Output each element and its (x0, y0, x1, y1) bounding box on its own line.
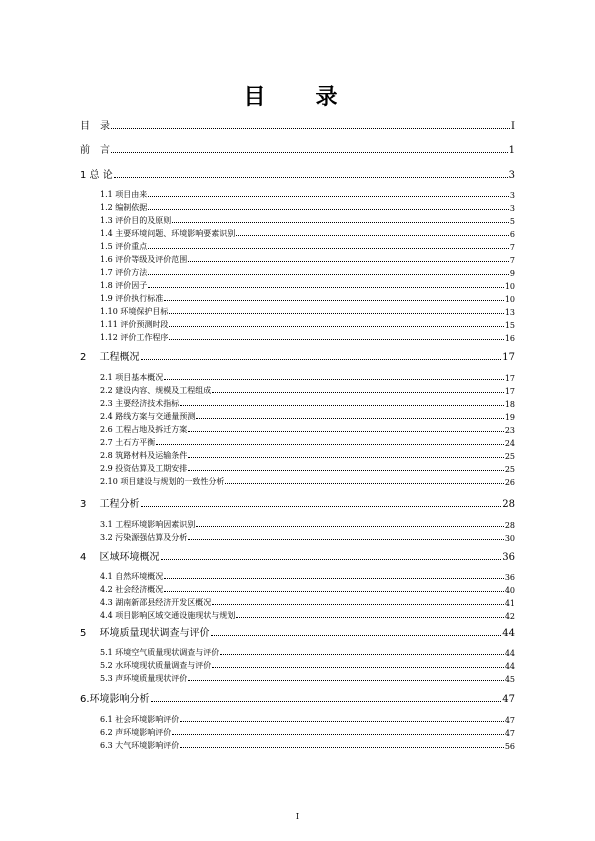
toc-entry-page: 17 (504, 374, 515, 383)
toc-entry-page: 3 (509, 204, 515, 213)
toc-leader-dots (148, 286, 504, 288)
toc-entry-page: 16 (504, 334, 515, 343)
toc-entry-label: 3.2 污染源强估算及分析 (100, 533, 188, 542)
toc-leader-dots (169, 312, 503, 314)
toc-leader-dots (188, 430, 504, 432)
toc-entry-page: 44 (504, 662, 515, 671)
toc-section-entry[interactable] (80, 306, 515, 317)
toc-entry-page: 7 (509, 256, 515, 265)
toc-section-entry[interactable] (80, 437, 515, 448)
toc-entry-label: 2.8 筑路材料及运输条件 (100, 451, 188, 460)
toc-section-entry[interactable] (80, 241, 515, 252)
toc-leader-dots (236, 616, 504, 618)
toc-leader-dots (188, 679, 504, 681)
toc-entry-label: 5.2 水环境现状质量调查与评价 (100, 661, 212, 670)
toc-leader-dots (188, 456, 504, 458)
toc-chapter-entry[interactable] (80, 349, 515, 363)
toc-leader-dots (188, 260, 509, 262)
toc-leader-dots (236, 234, 509, 236)
toc-section-entry[interactable] (80, 647, 515, 658)
toc-entry-page: 24 (504, 439, 515, 448)
toc-entry-label: 1.10 环境保护目标 (100, 307, 169, 316)
toc-section-entry[interactable] (80, 332, 515, 343)
toc-entry-page: 47 (502, 694, 515, 705)
toc-section-entry[interactable] (80, 293, 515, 304)
toc-entry-label: 2.9 投资估算及工期安排 (100, 464, 188, 473)
toc-entry-label: 5.3 声环境质量现状评价 (100, 674, 188, 683)
toc-entry-page: 1 (508, 145, 515, 156)
toc-entry-label: 1.2 编制依据 (100, 203, 148, 212)
toc-section-entry[interactable] (80, 660, 515, 671)
toc-leader-dots (164, 299, 504, 301)
toc-entry-label: 4.2 社会经济概况 (100, 585, 164, 594)
toc-leader-dots (180, 404, 504, 406)
toc-leader-dots (172, 733, 504, 735)
toc-leader-dots (220, 653, 504, 655)
toc-section-entry[interactable] (80, 215, 515, 226)
toc-entry-label: 1.11 评价预测时段 (100, 320, 169, 329)
toc-section-entry[interactable] (80, 532, 515, 543)
toc-section-entry[interactable] (80, 727, 515, 738)
toc-section-entry[interactable] (80, 189, 515, 200)
toc-section-entry[interactable] (80, 398, 515, 409)
toc-section-entry[interactable] (80, 385, 515, 396)
toc-entry-page: 9 (509, 269, 515, 278)
toc-chapter-entry[interactable] (80, 625, 515, 639)
toc-entry-label: 2.1 项目基本概况 (100, 373, 164, 382)
toc-leader-dots (212, 666, 504, 668)
toc-entry-page: 44 (502, 628, 515, 639)
toc-chapter-entry[interactable] (80, 142, 515, 156)
toc-section-entry[interactable] (80, 254, 515, 265)
toc-entry-label: 1.5 评价重点 (100, 242, 148, 251)
toc-entry-label: 1.7 评价方法 (100, 268, 148, 277)
toc-entry-page: 6 (509, 230, 515, 239)
toc-leader-dots (164, 590, 504, 592)
toc-leader-dots (180, 720, 504, 722)
toc-entry-label: 1.1 项目由来 (100, 190, 148, 199)
toc-entry-page: 28 (504, 521, 515, 530)
toc-section-entry[interactable] (80, 280, 515, 291)
toc-entry-label: 2.4 路线方案与交通量预测 (100, 412, 196, 421)
toc-leader-dots (141, 505, 502, 507)
toc-entry-page: 13 (504, 308, 515, 317)
toc-leader-dots (164, 378, 504, 380)
toc-leader-dots (111, 151, 508, 153)
toc-section-entry[interactable] (80, 463, 515, 474)
toc-leader-dots (114, 176, 508, 178)
toc-entry-label: 6.环境影响分析 (80, 694, 150, 705)
toc-entry-label: 1.3 评价目的及原则 (100, 216, 172, 225)
toc-section-entry[interactable] (80, 714, 515, 725)
toc-chapter-entry[interactable] (80, 496, 515, 510)
toc-entry-label: 2.2 建设内容、规模及工程组成 (100, 386, 212, 395)
toc-entry-label: 1.8 评价因子 (100, 281, 148, 290)
toc-entry-page: 10 (504, 282, 515, 291)
toc-entry-label: 6.2 声环境影响评价 (100, 728, 172, 737)
toc-section-entry[interactable] (80, 476, 515, 487)
toc-leader-dots (172, 221, 509, 223)
toc-entry-page: 47 (504, 716, 515, 725)
toc-entry-label: 4.4 项目影响区域交通设施现状与规划 (100, 611, 236, 620)
toc-entry-label: 6.3 大气环境影响评价 (100, 741, 180, 750)
toc-entry-page: 15 (504, 321, 515, 330)
toc-entry-label: 4.3 湖南新邵县经济开发区概况 (100, 598, 212, 607)
toc-section-entry[interactable] (80, 597, 515, 608)
toc-entry-page: 30 (504, 534, 515, 543)
toc-leader-dots (188, 538, 504, 540)
toc-entry-label: 2.6 工程占地及拆迁方案 (100, 425, 188, 434)
toc-entry-page: 10 (504, 295, 515, 304)
toc-entry-label: 6.1 社会环境影响评价 (100, 715, 180, 724)
toc-section-entry[interactable] (80, 372, 515, 383)
toc-entry-label: 2.7 土石方平衡 (100, 438, 156, 447)
footer-page-number: I (295, 812, 300, 821)
toc-section-entry[interactable] (80, 411, 515, 422)
toc-entry-label: 4.1 自然环境概况 (100, 572, 164, 581)
toc-entry-page: 23 (504, 426, 515, 435)
toc-entry-page: 56 (504, 742, 515, 751)
toc-leader-dots (211, 634, 502, 636)
toc-section-entry[interactable] (80, 571, 515, 582)
toc-entry-page: 40 (504, 586, 515, 595)
toc-entry-page: 41 (504, 599, 515, 608)
toc-entry-label: 5 环境质量现状调查与评价 (80, 628, 210, 639)
toc-leader-dots (111, 127, 510, 129)
toc-leader-dots (196, 525, 504, 527)
toc-chapter-entry[interactable] (80, 691, 515, 705)
toc-entry-page: 36 (504, 573, 515, 582)
toc-entry-label: 2.3 主要经济技术指标 (100, 399, 180, 408)
toc-entry-page: I (511, 121, 515, 132)
toc-section-entry[interactable] (80, 673, 515, 684)
toc-leader-dots (161, 558, 502, 560)
toc-entry-label: 1.4 主要环境问题、环境影响要素识别 (100, 229, 236, 238)
toc-leader-dots (156, 443, 504, 445)
toc-entry-page: 25 (504, 465, 515, 474)
toc-section-entry[interactable] (80, 228, 515, 239)
toc-section-entry[interactable] (80, 519, 515, 530)
toc-entry-label: 2.10 项目建设与规划的一致性分析 (100, 477, 225, 486)
toc-entry-label: 1 总 论 (80, 170, 113, 181)
toc-leader-dots (225, 482, 503, 484)
toc-chapter-entry[interactable] (80, 549, 515, 563)
toc-entry-page: 7 (509, 243, 515, 252)
toc-section-entry[interactable] (80, 267, 515, 278)
toc-entry-page: 26 (504, 478, 515, 487)
toc-leader-dots (169, 338, 503, 340)
toc-entry-page: 42 (504, 612, 515, 621)
toc-leader-dots (148, 195, 509, 197)
toc-entry-page: 28 (502, 499, 515, 510)
toc-entry-label: 5.1 环境空气质量现状调查与评价 (100, 648, 220, 657)
toc-entry-page: 17 (504, 387, 515, 396)
toc-entry-page: 19 (504, 413, 515, 422)
toc-leader-dots (188, 469, 504, 471)
toc-entry-label: 1.9 评价执行标准 (100, 294, 164, 303)
toc-leader-dots (141, 358, 502, 360)
toc-leader-dots (151, 700, 502, 702)
page-title: 目 录 (243, 85, 352, 110)
toc-section-entry[interactable] (80, 584, 515, 595)
toc-entry-page: 45 (504, 675, 515, 684)
toc-leader-dots (169, 325, 503, 327)
toc-leader-dots (148, 208, 509, 210)
toc-entry-label: 4 区域环境概况 (80, 552, 160, 563)
toc-section-entry[interactable] (80, 202, 515, 213)
toc-leader-dots (148, 247, 509, 249)
toc-entry-page: 36 (502, 552, 515, 563)
toc-entry-label: 1.6 评价等级及评价范围 (100, 255, 188, 264)
toc-leader-dots (196, 417, 504, 419)
toc-entry-label: 1.12 评价工作程序 (100, 333, 169, 342)
toc-leader-dots (148, 273, 509, 275)
toc-entry-label: 3 工程分析 (80, 499, 140, 510)
toc-leader-dots (212, 391, 504, 393)
toc-chapter-entry[interactable] (80, 118, 515, 132)
toc-leader-dots (180, 746, 504, 748)
toc-chapter-entry[interactable] (80, 167, 515, 181)
toc-entry-label: 前 言 (80, 145, 110, 156)
toc-entry-page: 44 (504, 649, 515, 658)
toc-leader-dots (164, 577, 504, 579)
toc-entry-label: 3.1 工程环境影响因素识别 (100, 520, 196, 529)
toc-entry-page: 25 (504, 452, 515, 461)
toc-entry-label: 2 工程概况 (80, 352, 140, 363)
toc-section-entry[interactable] (80, 319, 515, 330)
toc-entry-label: 目 录 (80, 121, 110, 132)
toc-entry-page: 18 (504, 400, 515, 409)
toc-section-entry[interactable] (80, 740, 515, 751)
toc-entry-page: 47 (504, 729, 515, 738)
toc-entry-page: 3 (508, 170, 515, 181)
toc-section-entry[interactable] (80, 450, 515, 461)
toc-leader-dots (212, 603, 504, 605)
toc-section-entry[interactable] (80, 610, 515, 621)
toc-section-entry[interactable] (80, 424, 515, 435)
toc-entry-page: 17 (502, 352, 515, 363)
toc-entry-page: 5 (509, 217, 515, 226)
toc-entry-page: 3 (509, 191, 515, 200)
